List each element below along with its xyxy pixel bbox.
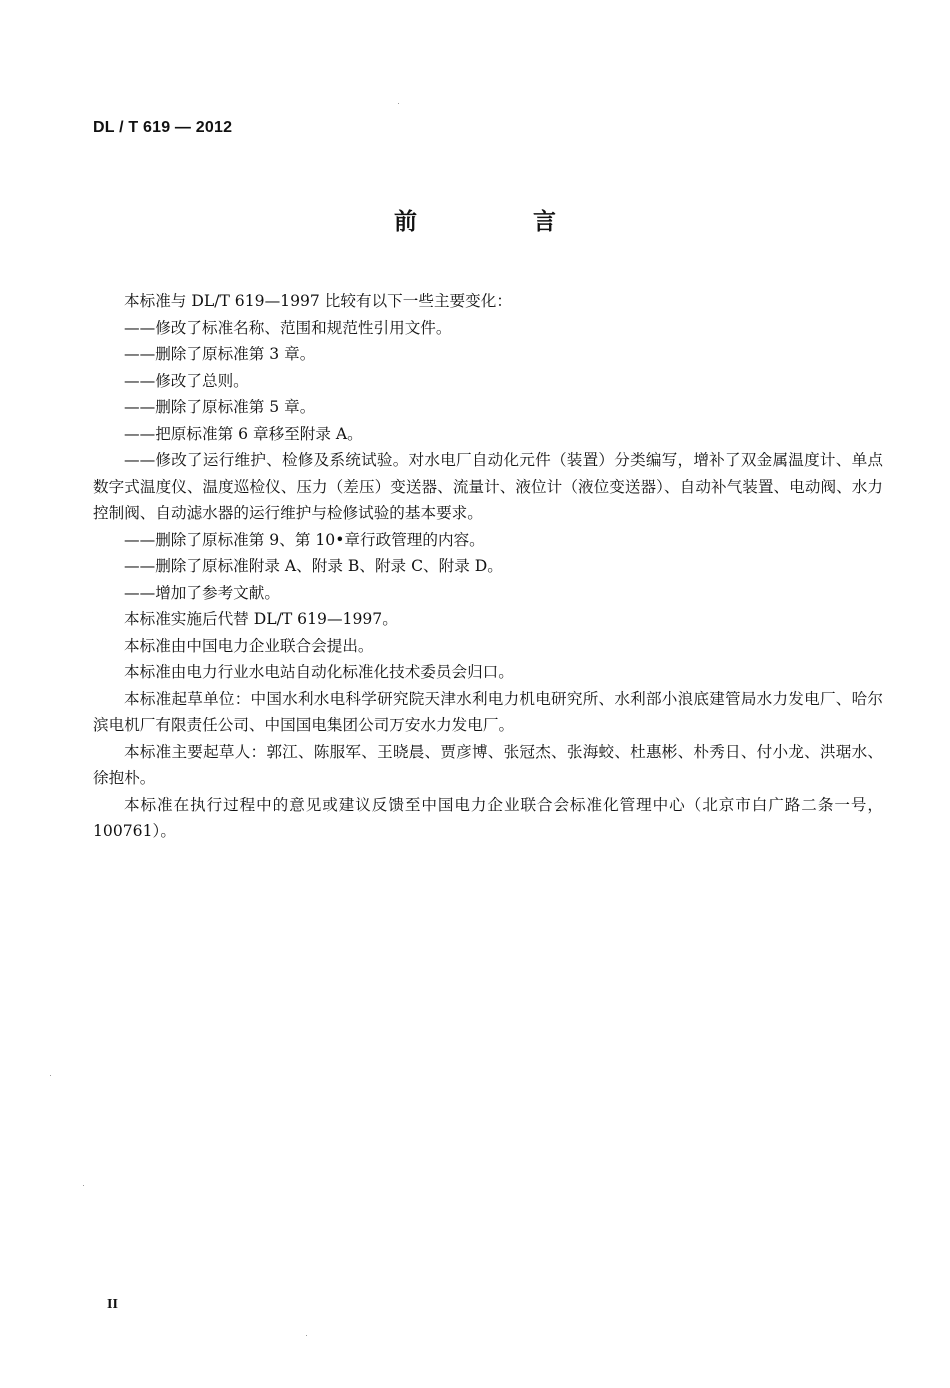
standard-code-header: DL / T 619 — 2012 [93, 119, 233, 136]
scan-speck [50, 1075, 51, 1076]
paragraph: ——修改了标准名称、范围和规范性引用文件。 [124, 318, 452, 337]
paragraph: ——修改了总则。 [124, 371, 249, 390]
page-title: 前 言 [393, 209, 610, 235]
paragraph: ——增加了参考文献。 [124, 583, 280, 602]
paragraph: ——删除了原标准附录 A、附录 B、附录 C、附录 D。 [124, 557, 503, 575]
paragraph: ——删除了原标准第 5 章。 [124, 398, 316, 416]
scan-speck [306, 1335, 307, 1336]
paragraph: 本标准由电力行业水电站自动化标准化技术委员会归口。 [124, 663, 514, 681]
scan-speck [398, 103, 399, 104]
scan-speck [83, 1185, 84, 1186]
paragraph: 本标准由中国电力企业联合会提出。 [124, 636, 374, 655]
paragraph: ——把原标准第 6 章移至附录 A。 [124, 424, 363, 443]
paragraph: 本标准与 DL/T 619—1997 比较有以下一些主要变化： [124, 292, 512, 310]
paragraph: 本标准主要起草人：郭江、陈服军、王晓晨、贾彦博、张冠杰、张海蛟、杜惠彬、朴秀日、付小龙、洪琚水、徐抱朴。 [93, 742, 883, 787]
paragraph: ——修改了运行维护、检修及系统试验。对水电厂自动化元件（装置）分类编写，增补了双金属温度计、单点数字式温度仪、温度巡检仪、压力（差压）变送器、流量计、液位计（液位变送器）、自动补气装置、电动阀、水力控制阀、自动滤水器的运行维护与检修试验的基本要求。 [93, 451, 883, 522]
page-number: II [107, 1297, 118, 1312]
paragraph: 本标准起草单位：中国水利水电科学研究院天津水利电力机电研究所、水利部小浪底建管局水力发电厂、哈尔滨电机厂有限责任公司、中国国电集团公司万安水力发电厂。 [93, 689, 883, 734]
paragraph: ——删除了原标准第 3 章。 [124, 345, 316, 363]
paragraph: ——删除了原标准第 9、第 10•章行政管理的内容。 [124, 530, 485, 549]
foreword-body [93, 288, 883, 845]
paragraph: 本标准实施后代替 DL/T 619—1997。 [124, 610, 398, 628]
paragraph: 本标准在执行过程中的意见或建议反馈至中国电力企业联合会标准化管理中心（北京市白广路二条一号，100761）。 [93, 795, 883, 840]
